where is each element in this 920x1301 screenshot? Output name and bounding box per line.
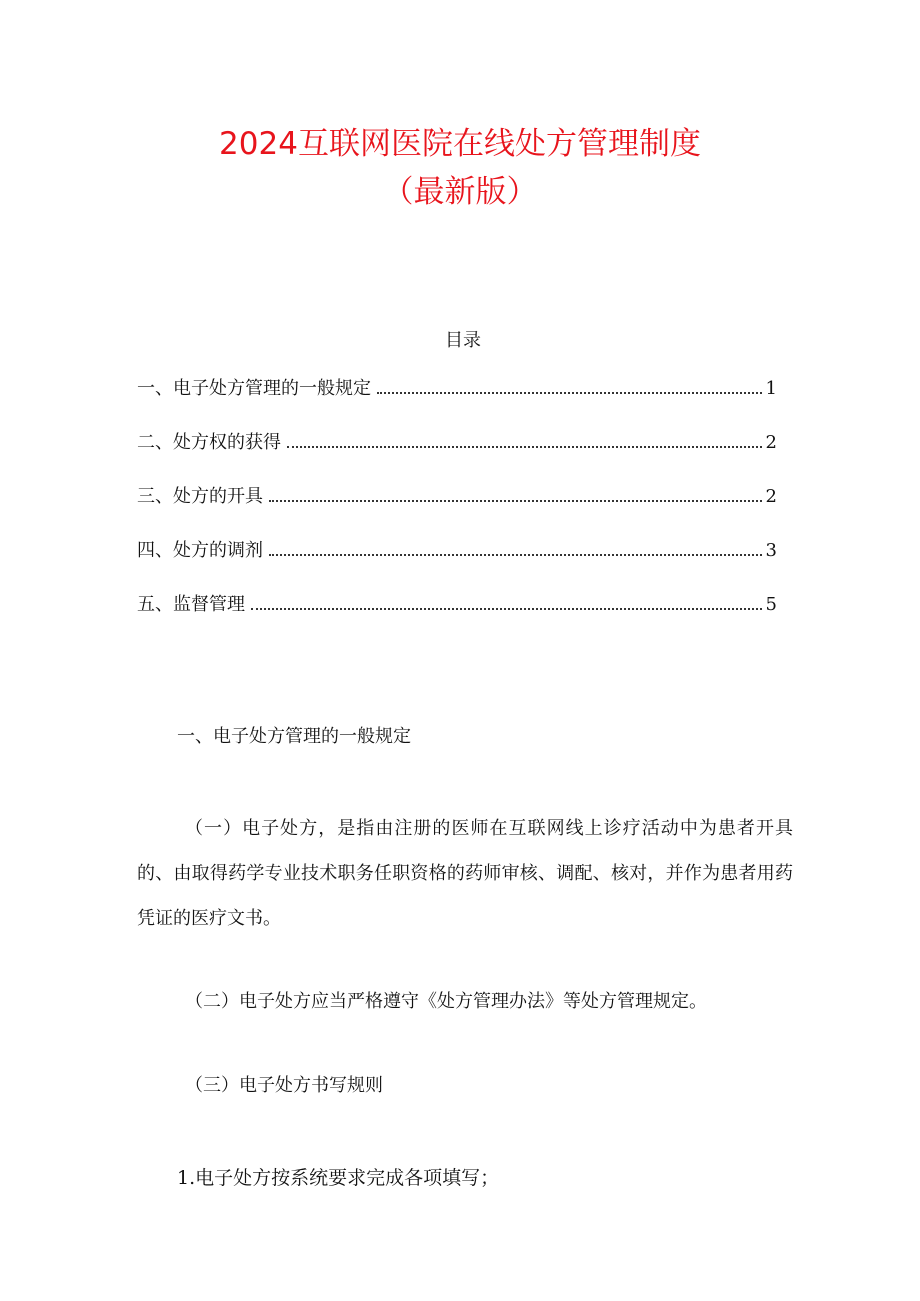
toc-item-label: 三、处方的开具 xyxy=(137,486,263,507)
toc-item[interactable] xyxy=(137,536,777,590)
toc-heading: 目录 xyxy=(445,330,481,351)
toc-leader-dots xyxy=(269,500,762,502)
toc-item[interactable] xyxy=(137,428,777,482)
paragraph-regulation-compliance: （二）电子处方应当严格遵守《处方管理办法》等处方管理规定。 xyxy=(185,991,707,1012)
toc-leader-dots xyxy=(269,554,762,556)
paragraph-writing-rules-heading: （三）电子处方书写规则 xyxy=(185,1075,383,1096)
toc-leader-dots xyxy=(251,608,762,610)
toc-item-label: 五、监督管理 xyxy=(137,594,245,615)
toc-leader-dots xyxy=(287,446,762,448)
toc-item[interactable] xyxy=(137,482,777,536)
toc-item-page: 2 xyxy=(765,486,777,507)
paragraph-rule-1: 1.电子处方按系统要求完成各项填写； xyxy=(177,1167,500,1189)
toc-item[interactable] xyxy=(137,374,777,428)
toc-leader-dots xyxy=(377,392,762,394)
document-subtitle: （最新版） xyxy=(382,174,538,210)
toc-item-page: 5 xyxy=(765,594,777,615)
document-title: 2024互联网医院在线处方管理制度 xyxy=(219,126,701,162)
toc-item-page: 3 xyxy=(765,540,777,561)
toc-item-label: 四、处方的调剂 xyxy=(137,540,263,561)
toc-item-page: 2 xyxy=(765,432,777,453)
paragraph-electronic-prescription-definition: （一）电子处方，是指由注册的医师在互联网线上诊疗活动中为患者开具的、由取得药学专业技术职务任职资格的药师审核、调配、核对，并作为患者用药凭证的医疗文书。 xyxy=(137,818,793,929)
toc-item-page: 1 xyxy=(765,378,777,399)
toc-item-label: 一、电子处方管理的一般规定 xyxy=(137,378,371,399)
section-heading: 一、电子处方管理的一般规定 xyxy=(177,726,411,747)
table-of-contents xyxy=(137,374,777,644)
toc-item[interactable] xyxy=(137,590,777,644)
toc-item-label: 二、处方权的获得 xyxy=(137,432,281,453)
